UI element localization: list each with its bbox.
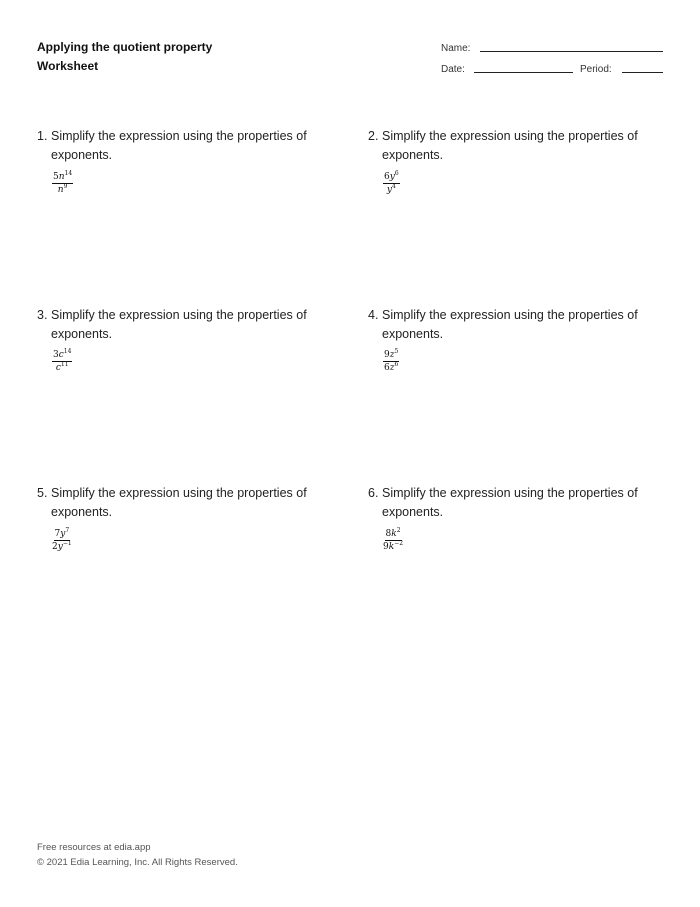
problem-text: Simplify the expression using the properties of exponents. (382, 129, 638, 162)
problem-3 (37, 306, 327, 344)
footer-resources: Free resources at edia.app (37, 842, 151, 853)
expression-1 (52, 172, 73, 195)
expression-6 (383, 529, 403, 552)
denominator: $c^{11}$ (55, 361, 69, 373)
denominator: $9k^{-2}$ (383, 540, 404, 552)
footer-copyright: © 2021 Edia Learning, Inc. All Rights Reserved. (37, 857, 238, 868)
title-line-1: Applying the quotient property (37, 40, 213, 54)
title-line-2: Worksheet (37, 59, 99, 73)
expression-3 (52, 350, 72, 373)
denominator: $y^4$ (386, 183, 396, 195)
numerator: $9z^5$ (384, 348, 399, 360)
footer (37, 840, 238, 870)
problem-text: Simplify the expression using the properties of exponents. (51, 486, 307, 519)
numerator: $8k^2$ (385, 527, 401, 539)
numerator: $6y^6$ (384, 170, 399, 182)
problem-5 (37, 484, 327, 522)
problem-text: Simplify the expression using the properties of exponents. (382, 308, 638, 341)
problem-2 (368, 127, 658, 165)
period-label: Period: (580, 64, 612, 75)
problem-number: 5. (37, 486, 48, 500)
problem-number: 6. (368, 486, 379, 500)
problem-1 (37, 127, 327, 165)
denominator: $2y^{-1}$ (52, 540, 72, 552)
problem-text: Simplify the expression using the properties of exponents. (382, 486, 638, 519)
expression-2 (383, 172, 400, 195)
name-label: Name: (441, 43, 471, 54)
problem-number: 4. (368, 308, 379, 322)
problem-text: Simplify the expression using the properties of exponents. (51, 308, 307, 341)
period-field[interactable] (622, 72, 663, 73)
denominator: $n^9$ (57, 183, 68, 195)
expression-5 (52, 529, 72, 552)
name-field[interactable] (480, 51, 663, 52)
numerator: $7y^7$ (54, 527, 70, 539)
date-label: Date: (441, 64, 465, 75)
numerator: $5n^{14}$ (53, 170, 73, 182)
date-field[interactable] (474, 72, 573, 73)
problem-text: Simplify the expression using the properties of exponents. (51, 129, 307, 162)
worksheet-title (37, 38, 212, 76)
problem-number: 2. (368, 129, 379, 143)
denominator: $6z^6$ (384, 361, 399, 373)
numerator: $3c^{14}$ (53, 348, 72, 360)
problem-number: 3. (37, 308, 48, 322)
problem-6 (368, 484, 658, 522)
problem-4 (368, 306, 658, 344)
expression-4 (383, 350, 399, 373)
problem-number: 1. (37, 129, 48, 143)
